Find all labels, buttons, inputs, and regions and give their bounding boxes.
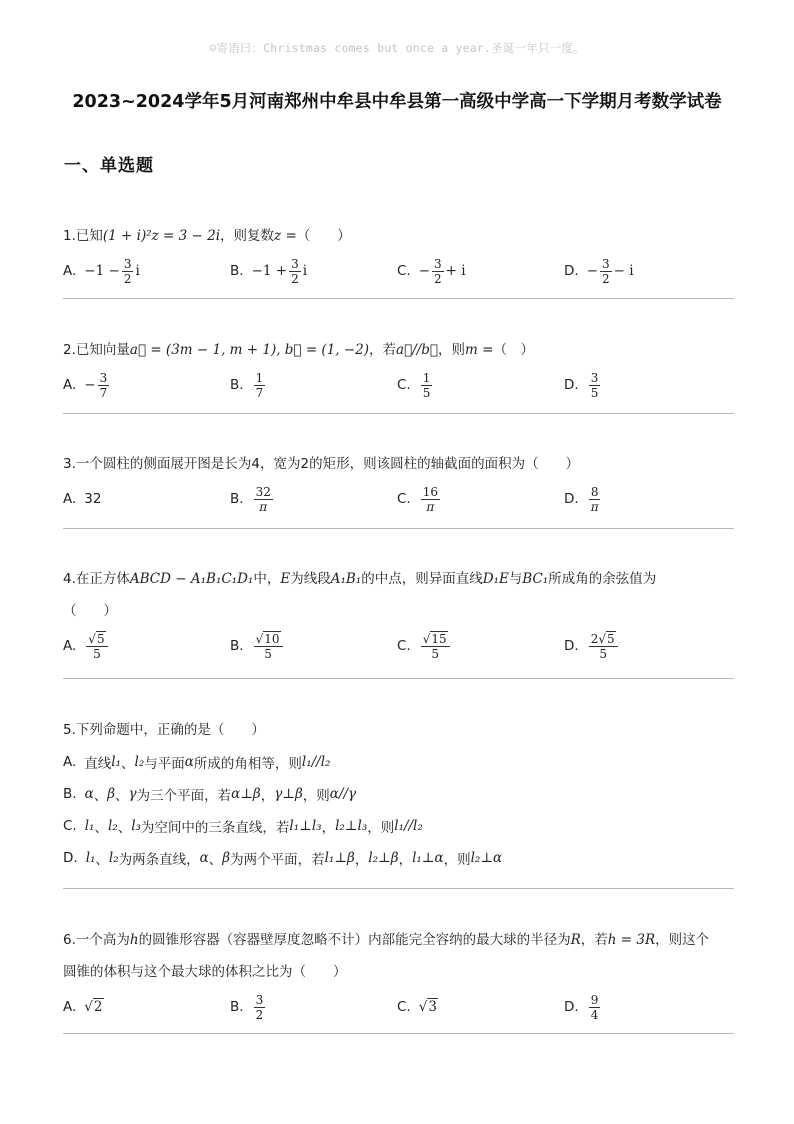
fraction: $\frac{32}{\pi}$: [255, 484, 271, 514]
question-stem-cont: （ ）: [63, 603, 117, 619]
option-d[interactable]: D. $\frac{3}{5}$: [564, 370, 599, 400]
question-stem: 6.一个高为h的圆锥形容器（容器壁厚度忽略不计）内部能完全容纳的最大球的半径为R，若h = 3R，则这个: [63, 932, 710, 948]
divider: [63, 678, 734, 679]
question-4: [63, 563, 735, 665]
option-c[interactable]: C. $\frac{1}{5}$: [397, 370, 431, 400]
fraction: $\frac{3}{7}$: [99, 370, 108, 400]
fraction: $\frac{8}{\pi}$: [590, 484, 599, 514]
option-a[interactable]: A. − $\frac{3}{7}$: [63, 370, 108, 400]
fraction: $\frac{√10}{5}$: [254, 632, 283, 661]
option-a[interactable]: A. 直线 l₁ 、 l₂ 与平面 α 所成的角相等，则 l₁//l₂: [63, 754, 331, 772]
fraction: $\frac{3}{5}$: [590, 370, 599, 400]
question-stem-cont: 圆锥的体积与这个最大球的体积之比为（ ）: [63, 964, 347, 980]
option-b[interactable]: B. α 、 β 、 γ 为三个平面，若 α⊥β ， γ⊥β ，则 α//γ: [63, 786, 357, 804]
question-5: [63, 714, 735, 874]
option-a[interactable]: A. √2: [63, 999, 103, 1015]
fraction: $\frac{√15}{5}$: [421, 632, 450, 661]
sqrt: √15: [422, 631, 447, 646]
divider: [63, 298, 734, 299]
sqrt: √5: [88, 631, 105, 646]
sqrt: √5: [598, 631, 615, 646]
divider: [63, 888, 734, 889]
fraction: $\frac{1}{5}$: [422, 370, 431, 400]
option-d[interactable]: D. − $\frac{3}{2}$ − i: [564, 256, 634, 286]
option-c[interactable]: C. √3: [397, 999, 437, 1015]
sqrt: √2: [84, 999, 103, 1015]
divider: [63, 1033, 734, 1034]
option-d[interactable]: D. $\frac{8}{\pi}$: [564, 484, 599, 514]
option-c[interactable]: C. − $\frac{3}{2}$ + i: [397, 256, 466, 286]
option-a[interactable]: A. −1 − $\frac{3}{2}$ i: [63, 256, 140, 286]
question-1: [63, 220, 735, 290]
options-row: [63, 988, 735, 1026]
option-a[interactable]: A. 32: [63, 491, 102, 507]
fraction: $\frac{3}{2}$: [602, 256, 610, 286]
fraction: $\frac{√5}{5}$: [86, 632, 107, 661]
question-stem: 2.已知向量a⃗ = (3m − 1, m + 1), b⃗ = (1, −2)，若a⃗//b⃗，则m =（ ）: [63, 342, 534, 358]
fraction: $\frac{1}{7}$: [255, 370, 264, 400]
option-c[interactable]: C. $\frac{√15}{5}$: [397, 632, 564, 661]
question-3: [63, 448, 735, 518]
option-b[interactable]: B. $\frac{3}{2}$: [230, 992, 264, 1022]
divider: [63, 528, 734, 529]
question-stem: 5.下列命题中，正确的是（ ）: [63, 722, 265, 738]
options-row: [63, 480, 735, 518]
question-2: [63, 334, 735, 404]
option-c[interactable]: C. l₁ 、 l₂ 、 l₃ 为空间中的三条直线，若 l₁⊥l₃ ， l₂⊥l₃ ，则 l₁//l₂: [63, 818, 423, 836]
sqrt: √3: [418, 999, 437, 1015]
fraction: $\frac{3}{2}$: [123, 256, 132, 286]
option-b[interactable]: B. −1 + $\frac{3}{2}$ i: [230, 256, 308, 286]
option-d[interactable]: D. $\frac{2√5}{5}$: [564, 632, 731, 661]
fraction: $\frac{3}{2}$: [255, 992, 264, 1022]
fraction: $\frac{3}{2}$: [291, 256, 299, 286]
question-stem: 1.已知(1 + i)²z = 3 − 2i，则复数z =（ ）: [63, 228, 351, 244]
options-row: [63, 252, 735, 290]
fraction: $\frac{2√5}{5}$: [589, 632, 618, 661]
options-row: [63, 627, 735, 665]
option-b[interactable]: B. $\frac{32}{\pi}$: [230, 484, 271, 514]
exam-title: 2023~2024学年5月河南郑州中牟县中牟县第一高级中学高一下学期月考数学试卷: [72, 92, 722, 112]
option-b[interactable]: B. $\frac{1}{7}$: [230, 370, 264, 400]
options-row: [63, 366, 735, 404]
option-d[interactable]: D. l₁ 、 l₂ 为两条直线， α 、 β 为两个平面，若 l₁⊥β ， l₂⊥β ， l₁⊥α ，则 l₂⊥α: [63, 850, 503, 868]
header-motto: ☺寄语曰：Christmas comes but once a year.圣诞一年只一度。: [209, 41, 585, 55]
question-stem: 3.一个圆柱的侧面展开图是长为4，宽为2的矩形，则该圆柱的轴截面的面积为（ ）: [63, 456, 580, 472]
section-heading: 一、单选题: [64, 156, 154, 176]
fraction: $\frac{3}{2}$: [434, 256, 442, 286]
question-stem: 4.在正方体ABCD − A₁B₁C₁D₁中，E为线段A₁B₁的中点，则异面直线D₁E与BC₁所成角的余弦值为: [63, 571, 657, 587]
option-b[interactable]: B. $\frac{√10}{5}$: [230, 632, 397, 661]
divider: [63, 413, 734, 414]
option-d[interactable]: D. $\frac{9}{4}$: [564, 992, 599, 1022]
fraction: $\frac{9}{4}$: [590, 992, 599, 1022]
fraction: $\frac{16}{\pi}$: [422, 484, 438, 514]
question-6: [63, 924, 735, 1026]
sqrt: √10: [255, 631, 280, 646]
option-a[interactable]: A. $\frac{√5}{5}$: [63, 632, 230, 661]
option-c[interactable]: C. $\frac{16}{\pi}$: [397, 484, 438, 514]
